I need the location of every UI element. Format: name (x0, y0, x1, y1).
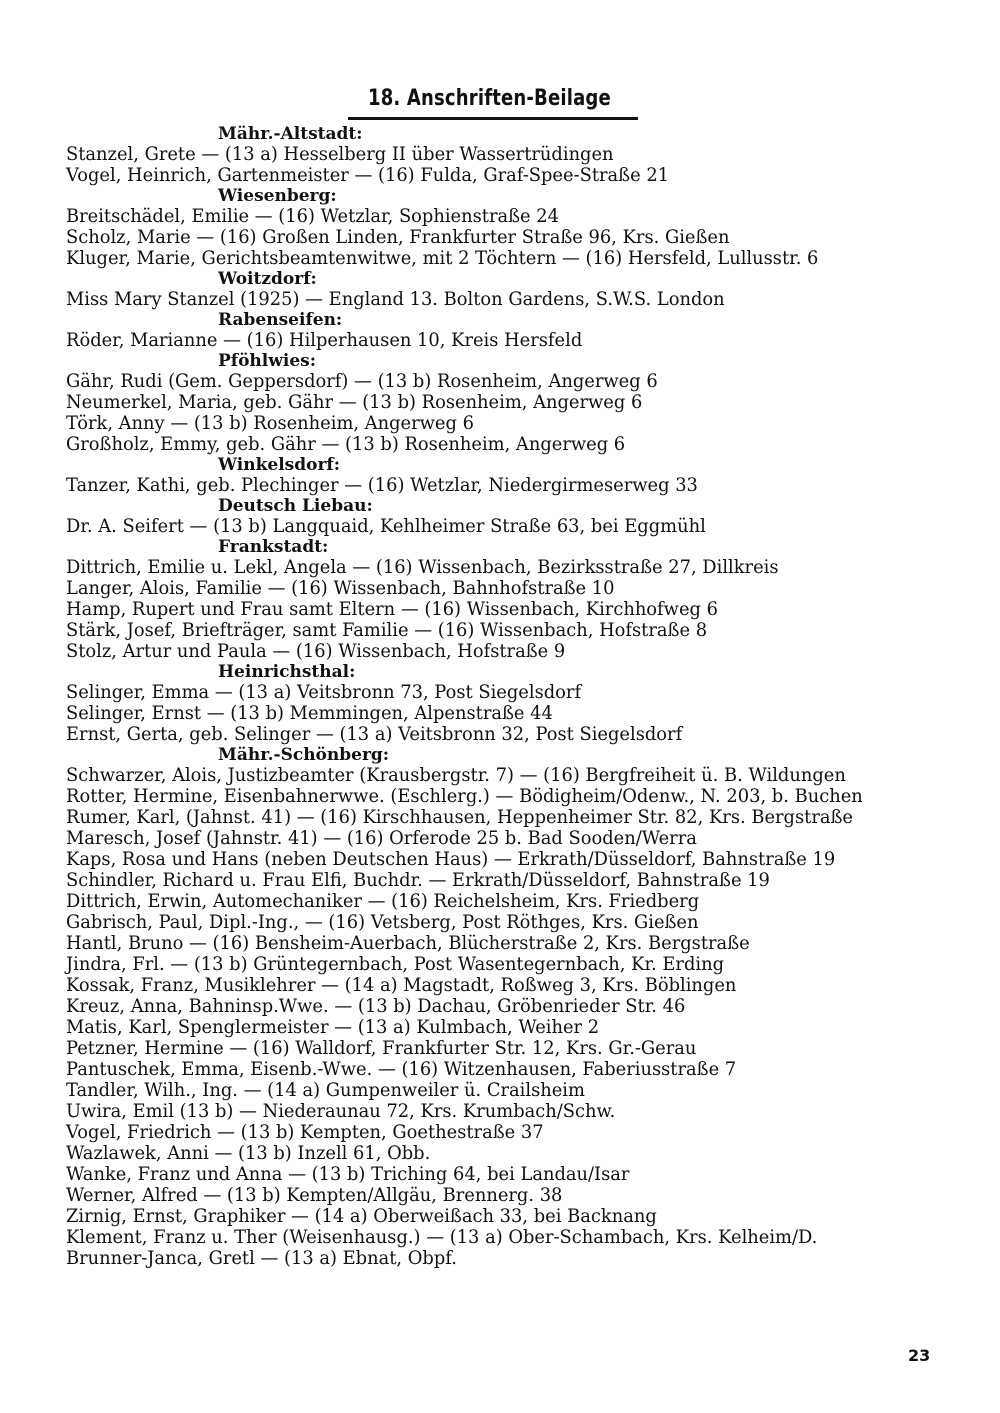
address-entry: Selinger, Ernst — (13 b) Memmingen, Alpenstraße 44 (66, 703, 553, 724)
address-entry: Stärk, Josef, Briefträger, samt Familie — (16) Wissenbach, Hofstraße 8 (66, 620, 708, 641)
address-entry: Schindler, Richard u. Frau Elfi, Buchdr. — Erkrath/Düsseldorf, Bahnstraße 19 (66, 870, 770, 891)
address-entry: Werner, Alfred — (13 b) Kempten/Allgäu, Brennerg. 38 (66, 1185, 563, 1206)
address-entry: Kreuz, Anna, Bahninsp.Wwe. — (13 b) Dachau, Gröbenrieder Str. 46 (66, 996, 686, 1017)
section (66, 662, 946, 745)
address-entry: Hantl, Bruno — (16) Bensheim-Auerbach, Blücherstraße 2, Krs. Bergstraße (66, 933, 750, 954)
address-entry: Kluger, Marie, Gerichtsbeamtenwitwe, mit 2 Töchtern — (16) Hersfeld, Lullusstr. 6 (66, 248, 819, 269)
section (66, 310, 946, 351)
title-underline (348, 117, 638, 120)
address-entry: Miss Mary Stanzel (1925) — England 13. Bolton Gardens, S.W.S. London (66, 289, 725, 310)
section (66, 351, 946, 455)
section-heading: Woitzdorf: (218, 269, 317, 289)
address-entry: Wazlawek, Anni — (13 b) Inzell 61, Obb. (66, 1143, 431, 1164)
address-entry: Brunner-Janca, Gretl — (13 a) Ebnat, Obpf. (66, 1248, 457, 1269)
section (66, 455, 946, 496)
section-heading: Heinrichsthal: (218, 662, 356, 682)
address-entry: Jindra, Frl. — (13 b) Grüntegernbach, Post Wasentegernbach, Kr. Erding (66, 954, 725, 975)
address-entry: Wanke, Franz und Anna — (13 b) Triching 64, bei Landau/Isar (66, 1164, 630, 1185)
address-entry: Tandler, Wilh., Ing. — (14 a) Gumpenweiler ü. Crailsheim (66, 1080, 585, 1101)
address-entry: Matis, Karl, Spenglermeister — (13 a) Kulmbach, Weiher 2 (66, 1017, 600, 1038)
address-entry: Langer, Alois, Familie — (16) Wissenbach, Bahnhofstraße 10 (66, 578, 615, 599)
address-entry: Uwira, Emil (13 b) — Niederaunau 72, Krs. Krumbach/Schw. (66, 1101, 616, 1122)
section (66, 496, 946, 537)
section-heading: Pföhlwies: (218, 351, 317, 371)
address-entry: Scholz, Marie — (16) Großen Linden, Frankfurter Straße 96, Krs. Gießen (66, 227, 730, 248)
section-heading: Mähr.-Schönberg: (218, 745, 390, 765)
address-entry: Schwarzer, Alois, Justizbeamter (Krausbergstr. 7) — (16) Bergfreiheit ü. B. Wildungen (66, 765, 846, 786)
address-entry: Rumer, Karl, (Jahnst. 41) — (16) Kirschhausen, Heppenheimer Str. 82, Krs. Bergstraße (66, 807, 853, 828)
address-entry: Stolz, Artur und Paula — (16) Wissenbach, Hofstraße 9 (66, 641, 566, 662)
page-number: 23 (908, 1346, 931, 1365)
section-heading: Winkelsdorf: (218, 455, 341, 475)
address-entry: Klement, Franz u. Ther (Weisenhausg.) — (13 a) Ober-Schambach, Krs. Kelheim/D. (66, 1227, 818, 1248)
address-entry: Röder, Marianne — (16) Hilperhausen 10, Kreis Hersfeld (66, 330, 583, 351)
address-entry: Törk, Anny — (13 b) Rosenheim, Angerweg 6 (66, 413, 474, 434)
address-entry: Großholz, Emmy, geb. Gähr — (13 b) Rosenheim, Angerweg 6 (66, 434, 626, 455)
address-list (66, 124, 946, 1269)
section (66, 124, 946, 186)
address-entry: Vogel, Heinrich, Gartenmeister — (16) Fulda, Graf-Spee-Straße 21 (66, 165, 670, 186)
address-entry: Petzner, Hermine — (16) Walldorf, Frankfurter Str. 12, Krs. Gr.-Gerau (66, 1038, 697, 1059)
address-entry: Stanzel, Grete — (13 a) Hesselberg II über Wassertrüdingen (66, 144, 614, 165)
section-heading: Rabenseifen: (218, 310, 343, 330)
section (66, 269, 946, 310)
address-entry: Gähr, Rudi (Gem. Geppersdorf) — (13 b) Rosenheim, Angerweg 6 (66, 371, 658, 392)
section (66, 186, 946, 269)
address-entry: Vogel, Friedrich — (13 b) Kempten, Goethestraße 37 (66, 1122, 544, 1143)
address-entry: Maresch, Josef (Jahnstr. 41) — (16) Orferode 25 b. Bad Sooden/Werra (66, 828, 697, 849)
address-entry: Tanzer, Kathi, geb. Plechinger — (16) Wetzlar, Niedergirmeserweg 33 (66, 475, 698, 496)
address-entry: Dr. A. Seifert — (13 b) Langquaid, Kehlheimer Straße 63, bei Eggmühl (66, 516, 706, 537)
address-entry: Kossak, Franz, Musiklehrer — (14 a) Magstadt, Roßweg 3, Krs. Böblingen (66, 975, 737, 996)
address-entry: Pantuschek, Emma, Eisenb.-Wwe. — (16) Witzenhausen, Faberiusstraße 7 (66, 1059, 737, 1080)
address-entry: Selinger, Emma — (13 a) Veitsbronn 73, Post Siegelsdorf (66, 682, 582, 703)
section (66, 745, 946, 1269)
page-title: 18. Anschriften-Beilage (368, 86, 611, 111)
section-heading: Mähr.-Altstadt: (218, 124, 363, 144)
address-entry: Ernst, Gerta, geb. Selinger — (13 a) Veitsbronn 32, Post Siegelsdorf (66, 724, 683, 745)
section-heading: Deutsch Liebau: (218, 496, 373, 516)
address-entry: Gabrisch, Paul, Dipl.-Ing., — (16) Vetsberg, Post Röthges, Krs. Gießen (66, 912, 699, 933)
address-entry: Breitschädel, Emilie — (16) Wetzlar, Sophienstraße 24 (66, 206, 560, 227)
section-heading: Frankstadt: (218, 537, 329, 557)
address-entry: Dittrich, Emilie u. Lekl, Angela — (16) Wissenbach, Bezirksstraße 27, Dillkreis (66, 557, 779, 578)
section (66, 537, 946, 662)
address-entry: Neumerkel, Maria, geb. Gähr — (13 b) Rosenheim, Angerweg 6 (66, 392, 643, 413)
address-entry: Zirnig, Ernst, Graphiker — (14 a) Oberweißach 33, bei Backnang (66, 1206, 657, 1227)
address-entry: Rotter, Hermine, Eisenbahnerwwe. (Eschlerg.) — Bödigheim/Odenw., N. 203, b. Buchen (66, 786, 863, 807)
address-entry: Dittrich, Erwin, Automechaniker — (16) Reichelsheim, Krs. Friedberg (66, 891, 700, 912)
address-entry: Kaps, Rosa und Hans (neben Deutschen Haus) — Erkrath/Düsseldorf, Bahnstraße 19 (66, 849, 836, 870)
section-heading: Wiesenberg: (218, 186, 337, 206)
address-entry: Hamp, Rupert und Frau samt Eltern — (16) Wissenbach, Kirchhofweg 6 (66, 599, 718, 620)
